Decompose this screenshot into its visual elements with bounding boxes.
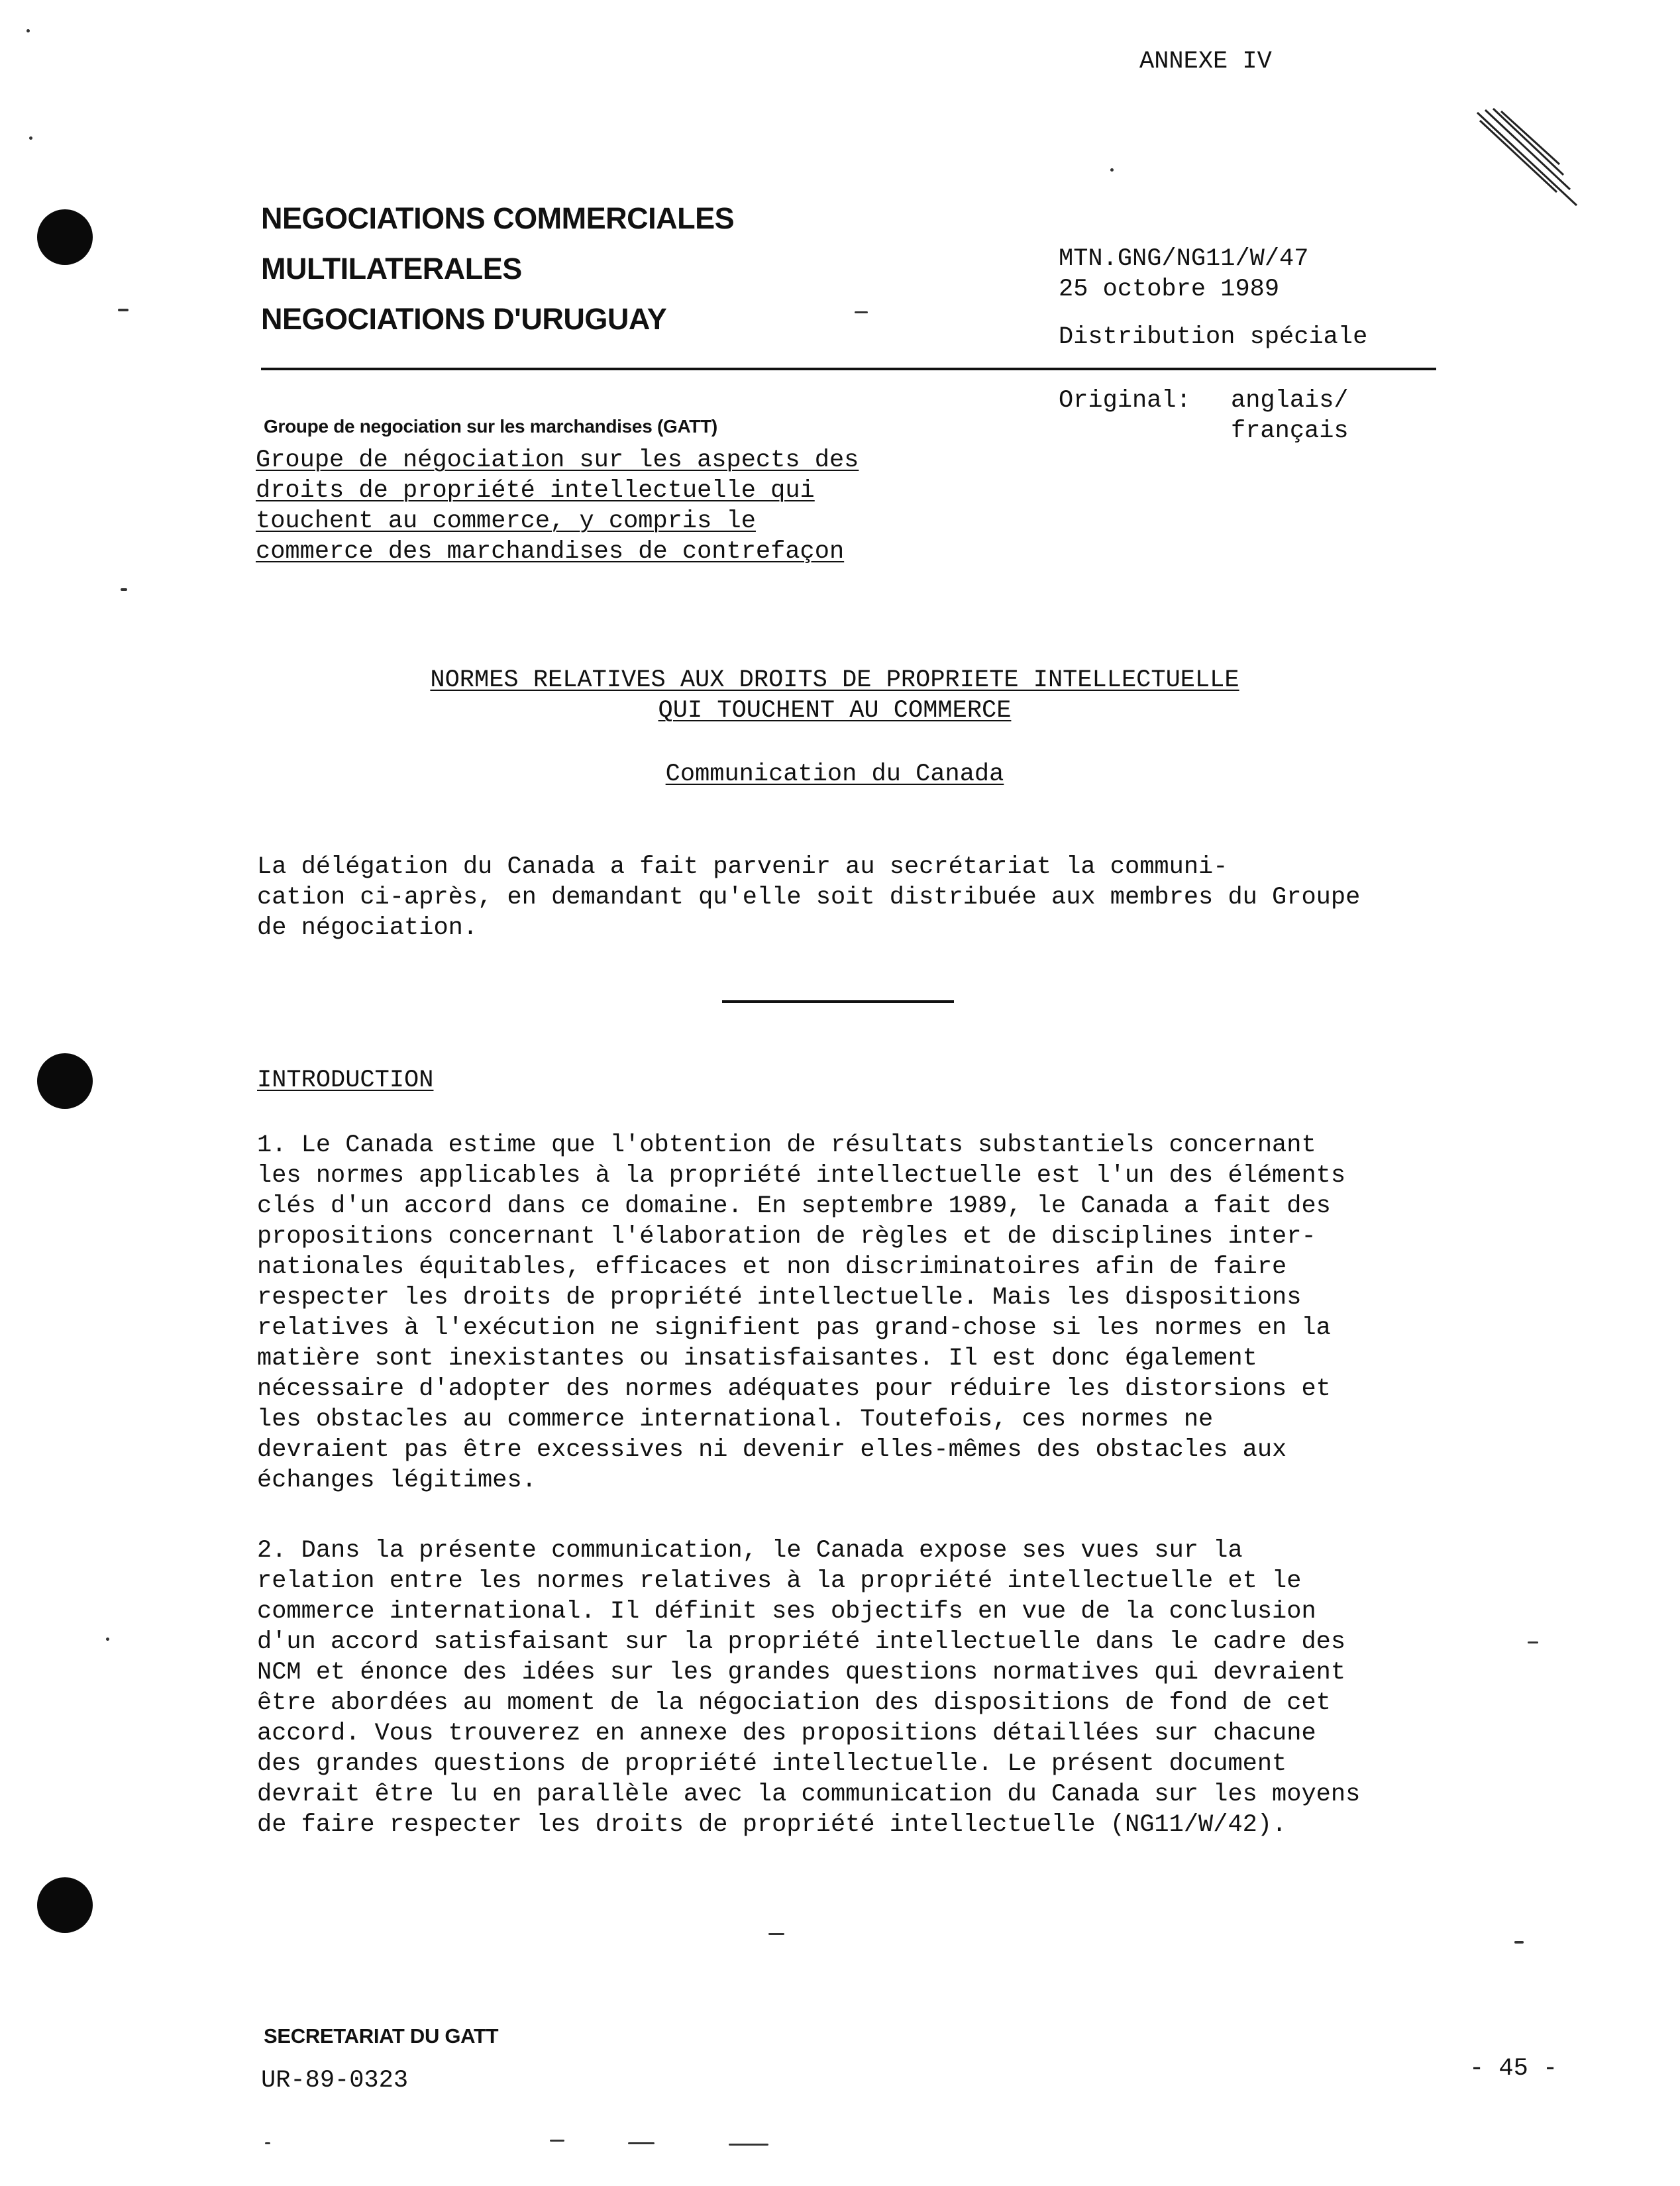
scan-speck: [29, 136, 32, 140]
punch-hole-bottom: [37, 1877, 93, 1933]
paragraph-2: 2. Dans la présente communication, le Canada expose ses vues sur la relation entre les normes relatives à la propriété intellectuelle et le commerce international. Il définit ses objectifs en vue de la conclusion d'un accord satisfaisant sur la propriété intellectuelle dans le cadre des NCM et énonce des idées sur les grandes questions normatives qui devraient être abordées au moment de la négociation des dispositions de fond de cet accord. Vous trouverez en annexe des propositions détaillées sur chacune des grandes questions de propriété intellectuelle. Le présent document devrait être lu en parallèle avec la communication du Canada sur les moyens de faire respecter les droits de propriété intellectuelle (NG11/W/42).: [257, 1537, 1361, 1839]
parent-group: Groupe de negociation sur les marchandises (GATT): [264, 416, 717, 437]
scan-speck: [768, 1933, 784, 1935]
organization-line-1: NEGOCIATIONS COMMERCIALES: [261, 201, 735, 235]
scan-speck: [265, 2142, 270, 2144]
scan-speck: [106, 1638, 109, 1641]
annex-label: ANNEXE IV: [1139, 48, 1272, 76]
footer-secretariat: SECRETARIAT DU GATT: [264, 2024, 499, 2048]
scan-speck: [1514, 1941, 1524, 1944]
title-line-2: QUI TOUCHENT AU COMMERCE: [658, 697, 1012, 725]
scan-speck: [1110, 168, 1114, 172]
section-heading-text: INTRODUCTION: [257, 1067, 434, 1094]
organization-line-3: NEGOCIATIONS D'URUGUAY: [261, 302, 667, 336]
organization-header: [261, 193, 734, 344]
intro-note: La délégation du Canada a fait parvenir au secrétariat la communi- cation ci-après, en demandant qu'elle soit distribuée aux membres du Groupe de négociation.: [257, 853, 1361, 942]
original-language-2: français: [1231, 417, 1349, 445]
header-rule: [261, 368, 1436, 370]
organization-line-2: MULTILATERALES: [261, 252, 522, 286]
title-line-1: NORMES RELATIVES AUX DROITS DE PROPRIETE INTELLECTUELLE: [430, 666, 1239, 694]
scan-speck: [550, 2140, 564, 2142]
document-date: 25 octobre 1989: [1059, 276, 1280, 303]
negotiating-group: [256, 445, 859, 567]
original-label: Original:: [1059, 387, 1191, 415]
scan-speck: [855, 311, 868, 313]
negotiating-group-line-4: commerce des marchandises de contrefaçon: [256, 538, 845, 566]
original-language-1: anglais/: [1231, 387, 1349, 415]
document-title: [265, 665, 1404, 726]
scan-speck: [729, 2144, 768, 2146]
scan-speck: [628, 2142, 655, 2144]
page-number: - 45 -: [1469, 2055, 1558, 2083]
negotiating-group-line-1: Groupe de négociation sur les aspects des: [256, 446, 859, 474]
scan-speck: [118, 309, 129, 311]
corner-scan-mark: [1471, 106, 1590, 212]
subtitle-text: Communication du Canada: [665, 760, 1004, 788]
document-symbol: MTN.GNG/NG11/W/47: [1059, 245, 1309, 273]
scan-speck: [121, 588, 127, 591]
negotiating-group-line-3: touchent au commerce, y compris le: [256, 507, 756, 535]
footer-reference: UR-89-0323: [261, 2067, 409, 2095]
scan-speck: [1528, 1641, 1538, 1643]
section-separator: [722, 1000, 954, 1003]
paragraph-1: 1. Le Canada estime que l'obtention de résultats substantiels concernant les normes applicables à la propriété intellectuelle est l'un des éléments clés d'un accord dans ce domaine. En septembre 1989, le Canada a fait des propositions concernant l'élaboration de règles et de disciplines inter- nationales équitables, efficaces et non discriminatoires afin de faire respecter les droits de propriété intellectuelle. Mais les dispositions relatives à l'exécution ne signifient pas grand-chose si les normes en la matière sont inexistantes ou insatisfaisantes. Il est donc également nécessaire d'adopter des normes adéquates pour réduire les distorsions et les obstacles au commerce international. Toutefois, ces normes ne devraient pas être excessives ni devenir elles-mêmes des obstacles aux échanges légitimes.: [257, 1131, 1346, 1494]
distribution-label: Distribution spéciale: [1059, 323, 1368, 351]
negotiating-group-line-2: droits de propriété intellectuelle qui: [256, 477, 815, 505]
section-heading: [257, 1065, 433, 1096]
punch-hole-middle: [37, 1053, 93, 1109]
document-subtitle: [265, 759, 1404, 790]
scan-speck: [26, 29, 30, 32]
punch-hole-top: [37, 209, 93, 265]
